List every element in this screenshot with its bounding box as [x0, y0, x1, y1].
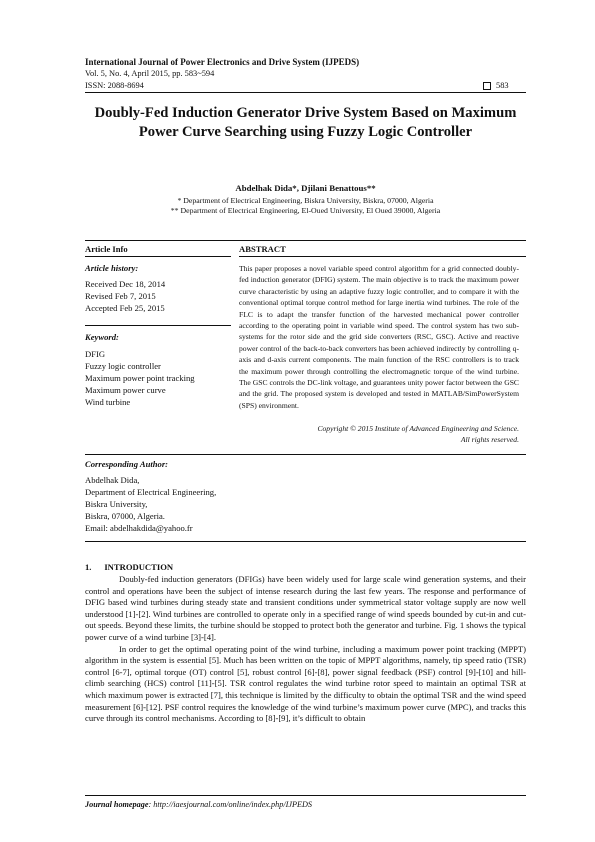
- keyword-item: Maximum power point tracking: [85, 373, 195, 383]
- info-top-rule: [85, 240, 526, 241]
- keyword-rule: [85, 325, 231, 326]
- history-label: Article history:: [85, 263, 139, 273]
- footer-label: Journal homepage: [85, 800, 149, 809]
- keyword-label: Keyword:: [85, 332, 119, 342]
- journal-homepage: [85, 800, 312, 809]
- section-heading: 1. INTRODUCTION: [85, 562, 174, 572]
- keyword-item: Wind turbine: [85, 397, 131, 407]
- paper-title: Doubly-Fed Induction Generator Drive System Based on Maximum Power Curve Searching using Fuzzy Logic Controller: [94, 105, 517, 140]
- corresponding-label: Corresponding Author:: [85, 459, 169, 469]
- article-info-heading: Article Info: [85, 244, 128, 254]
- abstract-text: This paper proposes a novel variable speed control algorithm for a grid connected doubly-fed induction generator (DFIG) system. The main objective is to track the maximum power curve characteristic by using an adaptive fuzzy logic controller, and to compare it with the conventional optimal torque control method for large inertia wind turbines. The role of the FLC is to adapt the transfer function of the harvested mechanical power controller according to the operating point in variable wind speed. The control system has two sub-systems for the rotor side and the grid side converters (RSC, GSC). Active and reactive power control of the back-to-back converters has been achieved indirectly by controlling q-axis and d-axis current components. The main function of the RSC controllers is to track the maximum power through controlling the electromagnetic torque of the wind turbine. The GSC controls the DC-link voltage, and guarantees unity power factor between the GSC and the grid. The proposed system is developed and tested in MATLAB/SimPowerSystem (SPS) environment.: [239, 264, 519, 410]
- journal-name: International Journal of Power Electronics and Drive System (IJPEDS): [85, 57, 360, 67]
- abstract-heading: ABSTRACT: [239, 244, 286, 254]
- corresponding-line: Biskra University,: [85, 499, 148, 509]
- affiliation-1: * Department of Electrical Engineering, Biskra University, Biskra, 07000, Algeria: [177, 196, 434, 205]
- volume-info: Vol. 5, No. 4, April 2015, pp. 583~594: [85, 69, 215, 78]
- issn: ISSN: 2088-8694: [85, 81, 144, 90]
- abstract-rule: [239, 256, 526, 257]
- corresponding-line: Department of Electrical Engineering,: [85, 487, 217, 497]
- corresponding-email: Email: abdelhakdida@yahoo.fr: [85, 523, 193, 533]
- footer-url[interactable]: : http://iaesjournal.com/online/index.php/IJPEDS: [148, 800, 312, 809]
- intro-paragraph-1: Doubly-fed induction generators (DFIGs) have been widely used for large scale wind generation systems, and their control and operations have been the subject of intense research during the last few years. The response and performance of DFIG based wind turbines during steady state and transient conditions under symmetrical stator voltage supply are now well understood [1]-[2]. Wind turbines are controlled to operate only in a specified range of wind speeds bounded by cut-in and cut-out speeds. Beyond these limits, the turbine should be stopped to protect both the generator and turbine. Fig. 1 shows the typical power curve of a wind turbine [3]-[4].: [85, 574, 526, 642]
- corresponding-rule: [85, 454, 526, 455]
- corresponding-line: Abdelhak Dida,: [85, 475, 140, 485]
- info-bottom-rule: [85, 541, 526, 542]
- introduction-body: [85, 574, 526, 725]
- history-accepted: Accepted Feb 25, 2015: [85, 303, 165, 313]
- history-revised: Revised Feb 7, 2015: [85, 291, 156, 301]
- keyword-item: DFIG: [85, 349, 106, 359]
- copyright-line-2: All rights reserved.: [460, 435, 519, 444]
- keyword-item: Maximum power curve: [85, 385, 166, 395]
- info-left-rule: [85, 256, 231, 257]
- page-number: 583: [496, 81, 509, 90]
- header-rule: [85, 92, 526, 93]
- square-icon: [483, 82, 491, 90]
- authors: Abdelhak Dida*, Djilani Benattous**: [235, 183, 376, 193]
- history-received: Received Dec 18, 2014: [85, 279, 166, 289]
- affiliation-2: ** Department of Electrical Engineering, El-Oued University, El Oued 39000, Algeria: [170, 206, 441, 215]
- footer-rule: [85, 795, 526, 796]
- copyright-line-1: Copyright © 2015 Institute of Advanced Engineering and Science.: [317, 424, 519, 433]
- keyword-item: Fuzzy logic controller: [85, 361, 161, 371]
- intro-paragraph-2: In order to get the optimal operating point of the wind turbine, including a maximum power point tracking (MPPT) algorithm in the system is essential [5]. Much has been written on the topic of MPPT algorithms, namely, tip speed ratio (TSR) control [6-7], optimal torque (OT) control [5], robust control [6]-[8], power signal feedback (PSF) control [9]-[10] and hill-climb searching (HCS) control [11]-[5]. TSR control regulates the wind turbine rotor speed to maintain an optimal TSR at which maximum power is extracted [7], this technique is limited by the difficulty to obtain the optimal TSR and the wind speed measurement [6]-[12]. PSF control requires the knowledge of the wind turbine’s maximum power curve (MPC), and tracks this curve through its control mechanisms. According to [8]-[9], it’s difficult to obtain: [85, 643, 526, 724]
- copyright: [239, 423, 519, 445]
- corresponding-line: Biskra, 07000, Algeria.: [85, 511, 165, 521]
